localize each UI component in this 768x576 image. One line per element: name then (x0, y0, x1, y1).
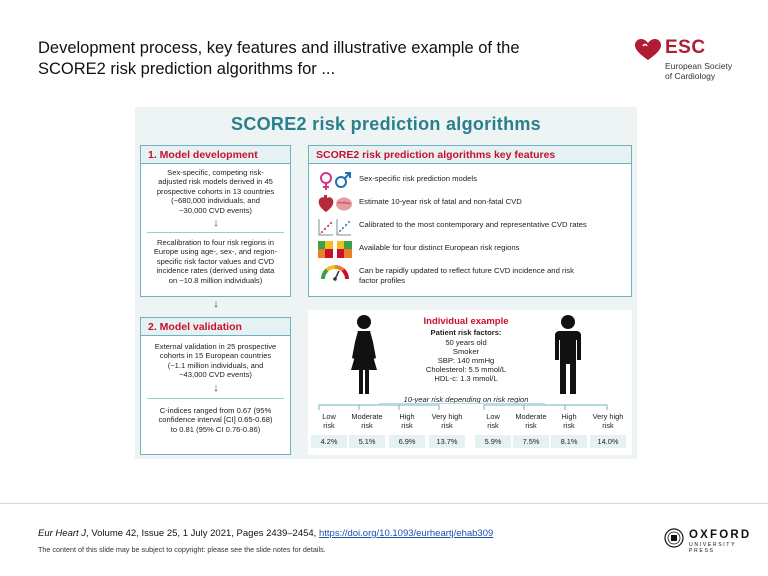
arrow-down-icon: ↓ (213, 382, 219, 394)
text-line: High (561, 412, 577, 421)
oup-subtitle: UNIVERSITY PRESS (689, 542, 737, 554)
text-line: ~43,000 CVD events) (179, 370, 252, 380)
text-line: cohorts in 15 European countries (159, 351, 272, 361)
male-low-risk-label (475, 412, 511, 430)
text-line: Recalibration to four risk regions in (157, 238, 274, 247)
slide-title-line2: SCORE2 risk prediction algorithms for ... (38, 60, 336, 78)
female-moderate-risk-value: 5.1% (349, 435, 385, 448)
text-line: specific risk factor values and CVD (156, 256, 275, 266)
text-line: ~30,000 CVD events) (179, 205, 252, 215)
male-very-high-risk-label (588, 412, 628, 430)
male-high-risk-label (551, 412, 587, 430)
female-moderate-risk-label (349, 412, 385, 430)
doi-link[interactable]: https://doi.org/10.1093/eurheartj/ehab309 (318, 528, 494, 539)
divider (147, 398, 284, 399)
validation-paragraph-2 (145, 406, 286, 434)
slide-title-line1: Development process, key features and illustrative example of the (38, 39, 520, 57)
text-line: High (399, 412, 415, 421)
text-line: risk (602, 421, 614, 430)
risk-factor-age: 50 years old (445, 338, 487, 347)
male-figure-icon (553, 314, 583, 396)
calibration-chart-icon (317, 217, 353, 237)
esc-full-name-line2: of Cardiology (665, 71, 716, 81)
male-very-high-risk-value: 14.0% (590, 435, 626, 448)
esc-full-name-line1: European Society (665, 61, 733, 71)
female-very-high-risk-label (427, 412, 467, 430)
individual-example-box (308, 310, 632, 455)
figure-panel (135, 107, 637, 459)
female-high-risk-value: 6.9% (389, 435, 425, 448)
key-features-box (308, 145, 632, 297)
feature-text: Sex-specific risk prediction models (359, 174, 477, 183)
feature-item-sex-specific (317, 171, 617, 193)
development-paragraph-1 (145, 168, 286, 215)
text-line: (~1.1 million individuals, and (167, 360, 264, 370)
male-high-risk-value: 8.1% (551, 435, 587, 448)
model-validation-heading: 2. Model validation (141, 318, 290, 336)
oup-emblem-icon (664, 528, 684, 548)
feature-text: Estimate 10-year risk of fatal and non-fatal CVD (359, 197, 522, 206)
oup-logo (664, 528, 754, 552)
risk-factor-hdl: HDL-c: 1.3 mmol/L (434, 374, 498, 383)
text-line: Europe using age-, sex-, and region- (153, 247, 278, 257)
text-line: Can be rapidly updated to reflect future CVD incidence and risk (359, 266, 574, 275)
text-line: C-indices ranged from 0.67 (95% (159, 406, 272, 415)
journal-name: Eur Heart J (38, 528, 87, 539)
female-very-high-risk-value: 13.7% (429, 435, 465, 448)
model-development-box (140, 145, 291, 297)
text-line: Moderate (351, 412, 383, 421)
text-line: confidence interval [CI] 0.65-0.68) (158, 415, 273, 425)
text-line: to 0.81 (95% CI 0.76-0.86) (170, 424, 261, 434)
text-line: Low (322, 412, 336, 421)
text-line: (~680,000 individuals, and (171, 196, 260, 206)
figure-title: SCORE2 risk prediction algorithms (231, 114, 541, 134)
text-line: prospective cohorts in 13 countries (156, 186, 275, 196)
example-title: Individual example (423, 316, 509, 327)
risk-factors-heading: Patient risk factors: (430, 328, 502, 337)
risk-factor-cholesterol: Cholesterol: 5.5 mmol/L (425, 365, 507, 374)
gauge-icon (317, 263, 353, 283)
text-line: Low (486, 412, 500, 421)
key-features-heading: SCORE2 risk prediction algorithms key features (309, 146, 631, 164)
text-line: on ~10.8 million individuals) (168, 275, 263, 285)
heart-brain-icon (317, 194, 353, 214)
feature-item-calibrated (317, 217, 617, 239)
model-validation-box (140, 317, 291, 455)
model-development-heading: 1. Model development (141, 146, 290, 164)
arrow-down-icon: ↓ (213, 298, 219, 310)
text-line: incidence rates (derived using data (156, 266, 275, 276)
risk-factor-sbp: SBP: 140 mmHg (437, 356, 495, 365)
text-line: Very high (431, 412, 463, 421)
text-line: Very high (592, 412, 624, 421)
risk-caption: 10-year risk depending on risk region (403, 395, 529, 404)
arrow-down-icon: ↓ (213, 217, 219, 229)
text-line: Moderate (515, 412, 547, 421)
male-moderate-risk-label (513, 412, 549, 430)
female-low-risk-label (311, 412, 347, 430)
female-low-risk-value: 4.2% (311, 435, 347, 448)
oup-name: OXFORD (689, 529, 752, 541)
text-line: risk (361, 421, 373, 430)
feature-item-updatable (317, 263, 617, 289)
text-line: risk (323, 421, 335, 430)
copyright-notice: The content of this slide may be subject to copyright: please see the slide notes for details. (38, 545, 326, 554)
feature-item-cvd-risk (317, 194, 617, 216)
feature-text: Available for four distinct European risk regions (359, 243, 520, 252)
text-line: risk (487, 421, 499, 430)
europe-map-icon (317, 240, 353, 260)
text-line: adjusted risk models derived in 45 (158, 177, 273, 187)
validation-paragraph-1 (145, 342, 286, 380)
risk-bracket (309, 403, 623, 411)
heart-icon (634, 38, 662, 62)
female-figure-icon (349, 314, 379, 396)
citation (38, 528, 493, 539)
divider (147, 232, 284, 233)
development-paragraph-2 (145, 238, 286, 285)
sex-symbols-icon (317, 171, 353, 191)
risk-factor-smoker: Smoker (452, 347, 480, 356)
text-line: External validation in 25 prospective (154, 342, 277, 351)
feature-text (359, 266, 621, 285)
text-line: factor profiles (359, 275, 406, 285)
feature-item-regions (317, 240, 617, 262)
feature-text: Calibrated to the most contemporary and representative CVD rates (359, 220, 587, 229)
text-line: risk (401, 421, 413, 430)
male-moderate-risk-value: 7.5% (513, 435, 549, 448)
female-high-risk-label (389, 412, 425, 430)
text-line: Sex-specific, competing risk- (167, 168, 264, 177)
text-line: risk (441, 421, 453, 430)
citation-details: , Volume 42, Issue 25, 1 July 2021, Pages 2439–2454, (86, 528, 319, 539)
male-low-risk-value: 5.9% (475, 435, 511, 448)
footer-divider (0, 503, 768, 504)
esc-abbreviation: ESC (665, 37, 706, 58)
slide-title (38, 38, 598, 80)
text-line: risk (563, 421, 575, 430)
esc-logo (634, 36, 744, 84)
text-line: risk (525, 421, 537, 430)
